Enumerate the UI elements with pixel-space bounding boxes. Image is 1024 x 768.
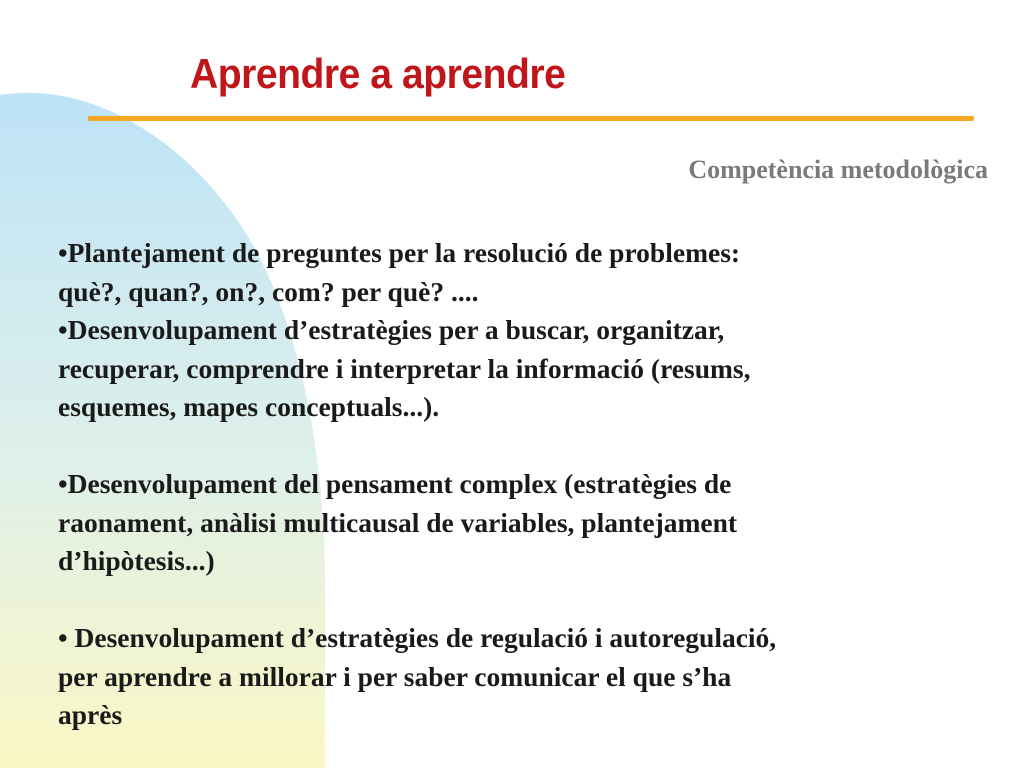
paragraph-line: recuperar, comprendre i interpretar la informació (resums,: [58, 352, 751, 384]
paragraph-line: per aprendre a millorar i per saber comunicar el que s’ha: [58, 660, 732, 692]
paragraph-line: què?, quan?, on?, com? per què? ....: [58, 275, 479, 307]
bullet-paragraph-1: [58, 234, 988, 311]
paragraph-line: •Plantejament de preguntes per la resolució de problemes:: [58, 237, 741, 268]
slide-subtitle: Competència metodològica: [688, 155, 988, 184]
paragraph-spacer: [58, 581, 988, 620]
bullet-paragraph-4: [58, 619, 988, 735]
paragraph-line: esquemes, mapes conceptuals...).: [58, 391, 440, 422]
title-underline: [88, 116, 974, 121]
paragraph-line: raonament, anàlisi multicausal de variables, plantejament: [58, 506, 738, 538]
slide-title: Aprendre a aprendre: [190, 50, 566, 97]
paragraph-line: •Desenvolupament del pensament complex (estratègies de: [58, 468, 732, 499]
bullet-paragraph-2: [58, 311, 988, 427]
paragraph-line: • Desenvolupament d’estratègies de regulació i autoregulació,: [58, 622, 777, 653]
bullet-paragraph-3: [58, 465, 988, 581]
paragraph-spacer: [58, 427, 988, 466]
paragraph-line: d’hipòtesis...): [58, 545, 215, 576]
paragraph-line: après: [58, 699, 123, 730]
slide-body: [58, 234, 988, 735]
paragraph-line: •Desenvolupament d’estratègies per a buscar, organitzar,: [58, 314, 725, 345]
